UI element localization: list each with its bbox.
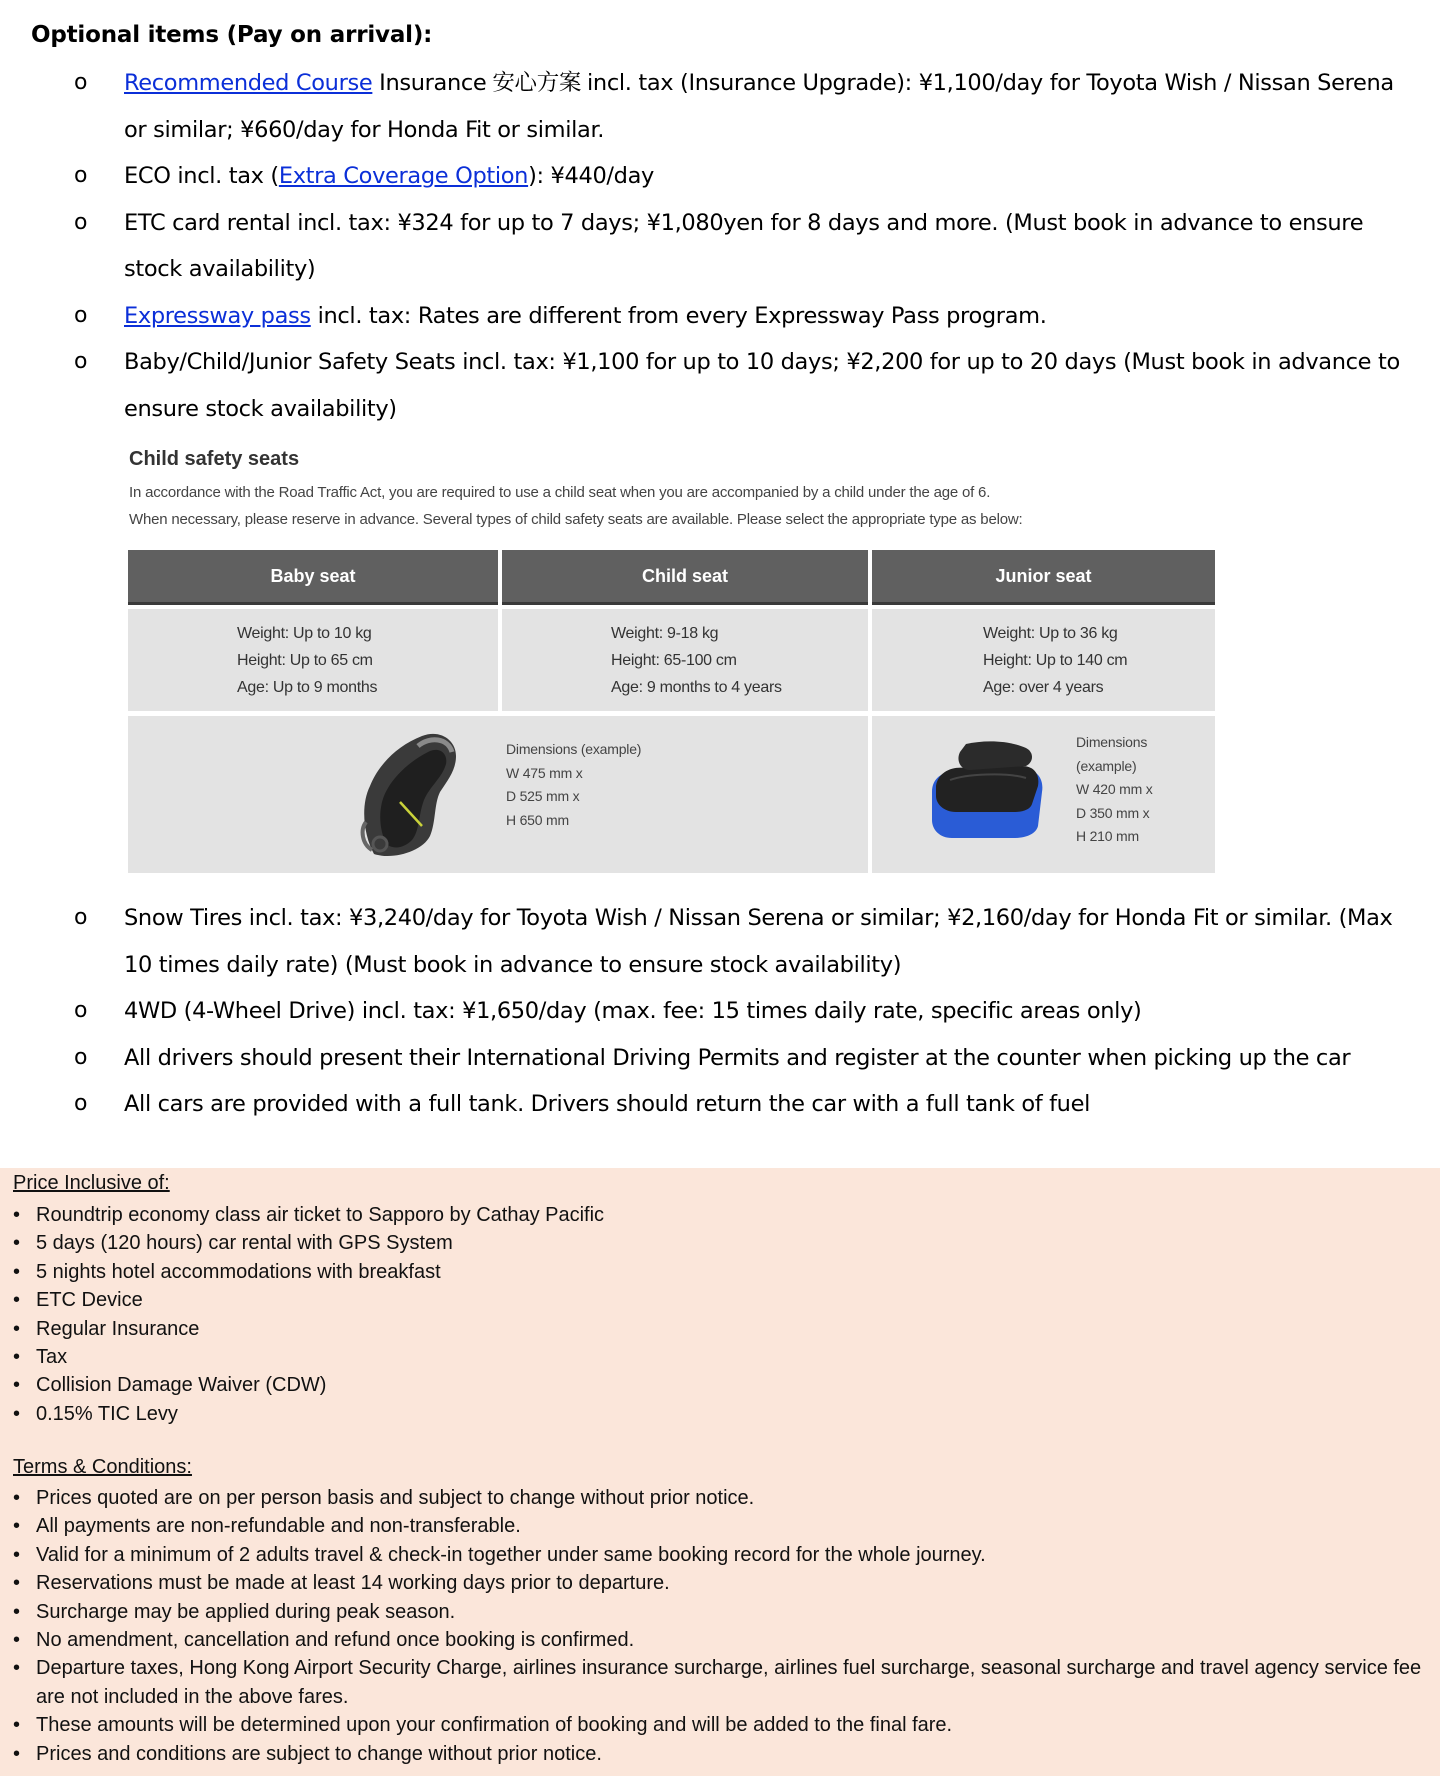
price-item-text: Roundtrip economy class air ticket to Sapporo by Cathay Pacific <box>36 1204 605 1226</box>
item-text: ETC card rental incl. tax: ¥324 for up to 7 days; ¥1,080yen for 8 days and more. (Must book in advance to ensure stock availability) <box>124 209 1364 282</box>
expressway-pass-link[interactable]: Expressway pass <box>124 302 311 329</box>
spec-height: Height: Up to 65 cm <box>237 652 373 669</box>
bullet-dot: • <box>13 1629 21 1652</box>
price-and-terms-section <box>0 1168 1440 1776</box>
item-text: incl. tax (Insurance Upgrade): ¥1,100/day for Toyota Wish / Nissan Serena or similar; ¥660/day for Honda Fit or similar. <box>124 70 1394 143</box>
bullet-dot: • <box>13 1543 21 1566</box>
list-item <box>0 1626 1440 1654</box>
bullet-dot: • <box>13 1742 21 1765</box>
recommended-course-link[interactable]: Recommended Course <box>124 70 373 96</box>
list-item-insurance <box>0 60 1440 153</box>
item-text: incl. tax: Rates are different from every Expressway Pass program. <box>310 302 1047 329</box>
price-item-text: Tax <box>36 1346 68 1369</box>
dimension-line: D 525 mm x <box>506 788 580 804</box>
dimension-line: Dimensions <box>1076 734 1148 750</box>
list-item-safety-seats <box>0 339 1440 432</box>
list-item-etc-card <box>0 200 1440 293</box>
item-text: ECO incl. tax ( <box>124 163 279 189</box>
optional-items-list <box>0 60 1440 432</box>
spec-weight: Weight: Up to 10 kg <box>237 625 372 642</box>
list-item-eco <box>0 153 1440 200</box>
list-item <box>0 1258 1440 1286</box>
optional-items-list-continued <box>0 895 1440 1128</box>
child-safety-seats-figure <box>128 440 1216 880</box>
list-item <box>0 1711 1440 1739</box>
bullet-marker: o <box>74 905 88 930</box>
price-item-text: Regular Insurance <box>36 1317 200 1340</box>
terms-conditions-list <box>0 1484 1440 1768</box>
list-item <box>0 1229 1440 1257</box>
child-seat-image-cell <box>128 716 868 873</box>
list-item <box>0 1541 1440 1569</box>
terms-item-text: All payments are non-refundable and non-transferable. <box>36 1515 521 1538</box>
spec-weight: Weight: Up to 36 kg <box>983 625 1118 642</box>
list-item <box>0 1286 1440 1314</box>
spec-age: Age: 9 months to 4 years <box>611 679 782 696</box>
bullet-dot: • <box>13 1657 21 1680</box>
list-item-4wd <box>0 988 1440 1035</box>
list-item-full-tank <box>0 1081 1440 1128</box>
price-item-text: 0.15% TIC Levy <box>36 1402 178 1425</box>
seats-description-line-1: In accordance with the Road Traffic Act, you are required to use a child seat when you are accompanied by a child under the age of 6. <box>129 484 991 501</box>
terms-item-text: Reservations must be made at least 14 working days prior to departure. <box>36 1572 670 1595</box>
dimension-line: H 650 mm <box>506 811 569 828</box>
bullet-dot: • <box>13 1515 21 1538</box>
list-item <box>0 1201 1440 1229</box>
item-text: 4WD (4-Wheel Drive) incl. tax: ¥1,650/day (max. fee: 15 times daily rate, specific areas only) <box>124 998 1142 1024</box>
child-seat-specs <box>611 620 782 701</box>
dimension-line: H 210 mm <box>1076 828 1139 844</box>
terms-item-text: Surcharge may be applied during peak season. <box>36 1600 456 1623</box>
list-item <box>0 1484 1440 1512</box>
bullet-marker: o <box>74 1044 88 1070</box>
baby-seat-spec-cell <box>128 609 498 711</box>
bullet-dot: • <box>13 1289 21 1312</box>
bullet-marker: o <box>74 70 88 95</box>
list-item <box>0 1343 1440 1371</box>
item-text: Baby/Child/Junior Safety Seats incl. tax: ¥1,100 for up to 10 days; ¥2,200 for up to 20 days (Must book in advance to ensure stock availability) <box>124 349 1400 422</box>
extra-coverage-option-link[interactable]: Extra Coverage Option <box>278 163 529 189</box>
terms-item-text: No amendment, cancellation and refund once booking is confirmed. <box>36 1629 635 1652</box>
list-item <box>0 1740 1440 1768</box>
dimension-line: D 350 mm x <box>1076 804 1150 821</box>
item-text: All drivers should present their International Driving Permits and register at the counter when picking up the car <box>124 1044 1351 1071</box>
junior-seat-specs <box>983 620 1127 701</box>
item-text: Snow Tires incl. tax: ¥3,240/day for Toyota Wish / Nissan Serena or similar; ¥2,160/day for Honda Fit or similar. (Max 10 times daily rate) (Must book in advance to ensure stock availability) <box>124 905 1393 978</box>
terms-item-text: Prices and conditions are subject to change without prior notice. <box>36 1742 602 1765</box>
bullet-dot: • <box>13 1260 21 1283</box>
junior-seat-image-cell <box>872 716 1215 873</box>
spec-height: Height: Up to 140 cm <box>983 652 1128 669</box>
bullet-marker: o <box>74 163 88 188</box>
bullet-marker: o <box>74 209 88 235</box>
terms-conditions-title: Terms & Conditions: <box>13 1456 192 1478</box>
bullet-marker: o <box>74 1091 88 1116</box>
item-text: All cars are provided with a full tank. Drivers should return the car with a full tank of fuel <box>124 1091 1090 1117</box>
spec-weight: Weight: 9-18 kg <box>611 625 719 642</box>
terms-item-text: Departure taxes, Hong Kong Airport Security Charge, airlines insurance surcharge, airlines fuel surcharge, seasonal surcharge and travel agency service fee are not included in the above fares. <box>36 1657 1422 1708</box>
price-item-text: 5 nights hotel accommodations with breakfast <box>36 1260 441 1283</box>
list-item <box>0 1569 1440 1597</box>
list-item <box>0 1315 1440 1343</box>
spec-age: Age: over 4 years <box>983 679 1104 696</box>
bullet-marker: o <box>74 302 88 328</box>
spec-height: Height: 65-100 cm <box>611 652 737 669</box>
seats-description-line-2: When necessary, please reserve in advance. Several types of child safety seats are available. Please select the appropriate type as below: <box>129 511 1023 528</box>
terms-item-text: Valid for a minimum of 2 adults travel & check-in together under same booking record for the whole journey. <box>36 1543 986 1566</box>
bullet-dot: • <box>13 1402 21 1425</box>
terms-item-text: Prices quoted are on per person basis and subject to change without prior notice. <box>36 1487 755 1509</box>
dimension-line: Dimensions (example) <box>506 741 642 757</box>
bullet-marker: o <box>74 998 88 1023</box>
junior-seat-dimensions <box>1076 731 1153 849</box>
bullet-dot: • <box>13 1600 21 1623</box>
item-text: ): ¥440/day <box>528 163 654 189</box>
child-seat-spec-cell <box>502 609 868 711</box>
child-seat-dimensions <box>506 738 641 832</box>
seats-title: Child safety seats <box>129 448 300 470</box>
spec-age: Age: Up to 9 months <box>237 679 378 696</box>
bullet-dot: • <box>13 1232 21 1255</box>
baby-seat-specs <box>237 620 377 701</box>
list-item-expressway <box>0 293 1440 340</box>
chinese-plan-name: 安心方案 <box>492 70 582 96</box>
list-item <box>0 1371 1440 1399</box>
list-item <box>0 1598 1440 1626</box>
bullet-dot: • <box>13 1487 21 1509</box>
dimension-line: W 420 mm x <box>1076 781 1153 797</box>
header-junior-seat: Junior seat <box>872 550 1215 605</box>
booster-seat-icon <box>926 740 1046 840</box>
price-item-text: ETC Device <box>36 1289 143 1312</box>
bullet-dot: • <box>13 1346 21 1369</box>
item-text: Insurance <box>372 70 487 96</box>
dimension-line: W 475 mm x <box>506 764 583 781</box>
bullet-marker: o <box>74 349 88 374</box>
price-inclusive-title: Price Inclusive of: <box>13 1172 170 1194</box>
child-car-seat-icon <box>356 726 462 864</box>
dimension-line: (example) <box>1076 757 1137 774</box>
list-item-driving-permits <box>0 1035 1440 1082</box>
list-item <box>0 1654 1440 1711</box>
bullet-dot: • <box>13 1204 21 1226</box>
bullet-dot: • <box>13 1374 21 1397</box>
price-item-text: Collision Damage Waiver (CDW) <box>36 1374 327 1397</box>
header-child-seat: Child seat <box>502 550 868 605</box>
price-inclusive-list <box>0 1201 1440 1428</box>
junior-seat-spec-cell <box>872 609 1215 711</box>
price-item-text: 5 days (120 hours) car rental with GPS System <box>36 1232 453 1255</box>
bullet-dot: • <box>13 1714 21 1737</box>
list-item <box>0 1512 1440 1540</box>
header-baby-seat: Baby seat <box>128 550 498 605</box>
optional-items-title: Optional items (Pay on arrival): <box>31 22 433 48</box>
bullet-dot: • <box>13 1572 21 1595</box>
bullet-dot: • <box>13 1317 21 1340</box>
list-item <box>0 1400 1440 1428</box>
list-item-snow-tires <box>0 895 1440 988</box>
terms-item-text: These amounts will be determined upon your confirmation of booking and will be added to the final fare. <box>36 1714 953 1737</box>
